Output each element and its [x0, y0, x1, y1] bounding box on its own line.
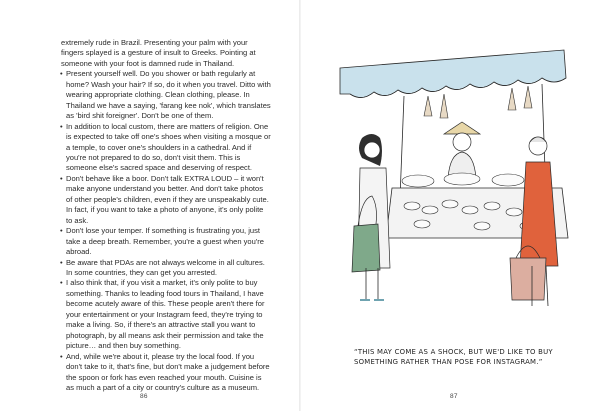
- page-number-left: 86: [140, 393, 148, 400]
- intro-paragraph: extremely rude in Brazil. Presenting your palm with your fingers splayed is a gesture of insult to Greeks. Pointing at someone with your foot is damned rude in Thailand.: [61, 38, 256, 68]
- green-tote-bag: [352, 224, 380, 272]
- list-item: • Don't lose your temper. If something is frustrating you, just take a deep breath. Remember, you're a guest when you're abroad.: [61, 226, 271, 257]
- list-item: • Don't behave like a boor. Don't talk EXTRA LOUD – it won't make anyone understand you better. And don't take photos of other people's children, even if they are unspeakably cute. In fact, if you want to take a photo of anyone, it's only polite to ask.: [61, 174, 271, 226]
- list-item: • I also think that, if you visit a market, it's only polite to buy something. Thanks to leading food tours in Thailand, I have become acutely aware of this. These people aren't there for your entertainment or your Instagram feed, they're trying to make a living. So, if there's an attractive stall you want to photograph, by all means ask their permission and take the picture… and then buy something.: [61, 278, 271, 351]
- market-illustration: [332, 38, 572, 338]
- left-page-body: [61, 38, 271, 393]
- hanging-fish: [424, 86, 532, 118]
- canopy: [340, 50, 566, 98]
- list-item: • Be aware that PDAs are not always welcome in all cultures. In some countries, they can get you arrested.: [61, 258, 271, 279]
- list-item: • And, while we're about it, please try the local food. If you don't take to it, that's fine, but don't make a judgement before the spoon or fork has even reached your mouth. Cuisine is as much a part of a city or country's culture as a museum.: [61, 352, 271, 394]
- book-gutter: [299, 0, 301, 411]
- list-item: • Present yourself well. Do you shower or bath regularly at home? Wash your hair? If so, do it when you travel. Ditto with wearing appropriate clothing. Clean clothing, please. In Thailand we have a saying, 'farang kee nok', which translates as 'bird shit foreigner'. Don't be one of them.: [61, 69, 271, 121]
- etiquette-list: [61, 69, 271, 393]
- page-number-right: 87: [450, 393, 458, 400]
- illustration-caption: “THIS MAY COME AS A SHOCK, BUT WE'D LIKE TO BUY SOMETHING RATHER THAN POSE FOR INSTAGRAM.”: [354, 348, 553, 367]
- vendor-figure: [444, 122, 480, 178]
- pink-shopping-basket: [510, 258, 546, 300]
- list-item: • In addition to local custom, there are matters of religion. One is expected to take off one's shoes when visiting a mosque or a temple, to cover one's shoulders in a cathedral. And if you're not prepared to do so, don't visit them. This is someone else's sacred space and deserving of respect.: [61, 122, 271, 174]
- woman-with-tote: [352, 134, 390, 300]
